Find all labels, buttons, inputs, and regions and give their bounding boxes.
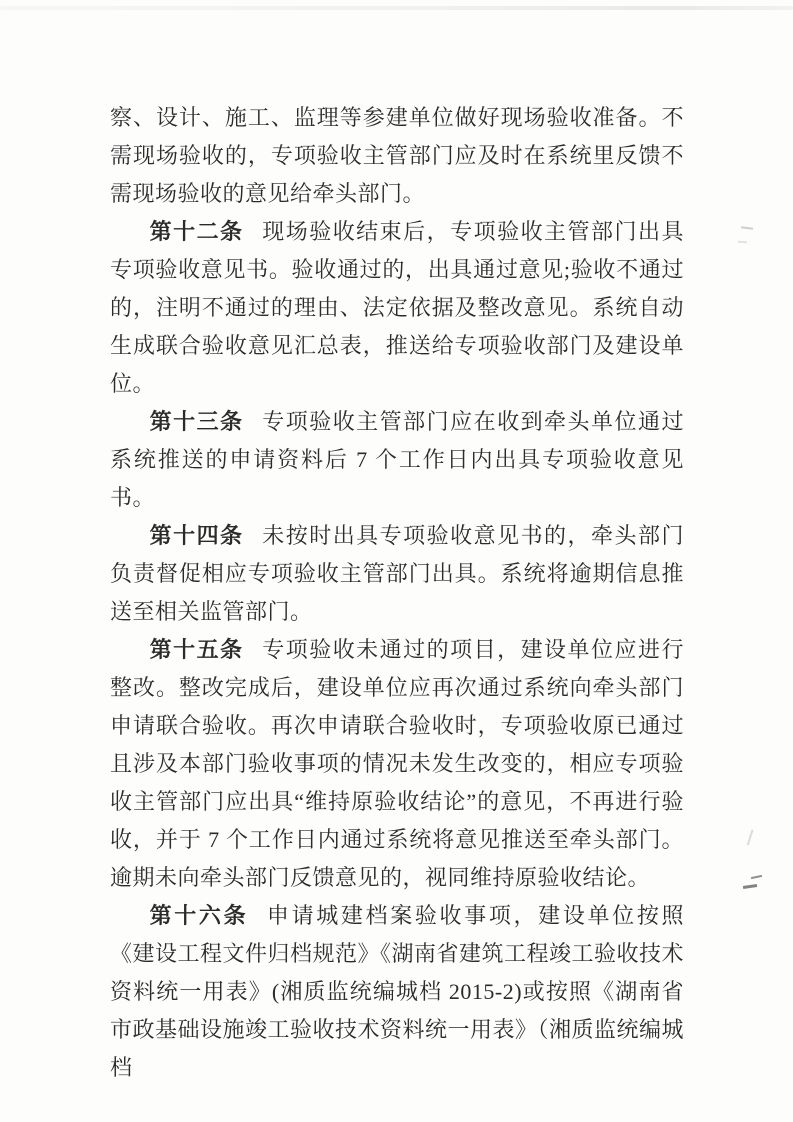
article-number: 第十三条 [149, 409, 244, 434]
paragraph-article-16 [110, 897, 684, 1087]
paragraph-article-12 [110, 213, 684, 403]
pen-mark [743, 884, 757, 889]
paragraph-article-14 [110, 517, 684, 631]
article-number: 第十五条 [149, 637, 244, 662]
paragraph-text: 申请城建档案验收事项，建设单位按照《建设工程文件归档规范》《湖南省建筑工程竣工验收技术资料统一用表》(湘质监统编城档 2015-2)或按照《湖南省市政基础设施竣工验收技术资料统一用表》（湘质监统编城档 [110, 903, 685, 1080]
pen-mark [738, 241, 747, 244]
pen-mark [747, 830, 757, 847]
article-number: 第十二条 [149, 219, 244, 244]
article-number: 第十六条 [149, 903, 249, 928]
paragraph-text: 专项验收未通过的项目，建设单位应进行整改。整改完成后，建设单位应再次通过系统向牵头部门申请联合验收。再次申请联合验收时，专项验收原已通过且涉及本部门验收事项的情况未发生改变的，相应专项验收主管部门应出具“维持原验收结论”的意见，不再进行验收，并于 7 个工作日内通过系统将意见推送至牵头部门。逾期未向牵头部门反馈意见的，视同维持原验收结论。 [110, 637, 684, 890]
paragraph-text: 察、设计、施工、监理等参建单位做好现场验收准备。不需现场验收的，专项验收主管部门应及时在系统里反馈不需现场验收的意见给牵头部门。 [110, 105, 684, 206]
scan-edge-artifact [0, 6, 793, 10]
paragraph-text: 专项验收主管部门应在收到牵头单位通过系统推送的申请资料后 7 个工作日内出具专项验收意见书。 [110, 409, 684, 510]
pen-mark [751, 875, 762, 879]
article-number: 第十四条 [149, 523, 244, 548]
paragraph-article-15 [110, 631, 684, 897]
pen-mark [741, 226, 753, 229]
paragraph-text: 现场验收结束后，专项验收主管部门出具专项验收意见书。验收通过的，出具通过意见;验收不通过的，注明不通过的理由、法定依据及整改意见。系统自动生成联合验收意见汇总表，推送给专项验收部门及建设单位。 [110, 219, 684, 396]
paragraph-continuation [110, 99, 684, 213]
paragraph-article-13 [110, 403, 684, 517]
paragraph-text: 未按时出具专项验收意见书的，牵头部门负责督促相应专项验收主管部门出具。系统将逾期信息推送至相关监管部门。 [110, 523, 684, 624]
text-block [110, 99, 684, 1087]
